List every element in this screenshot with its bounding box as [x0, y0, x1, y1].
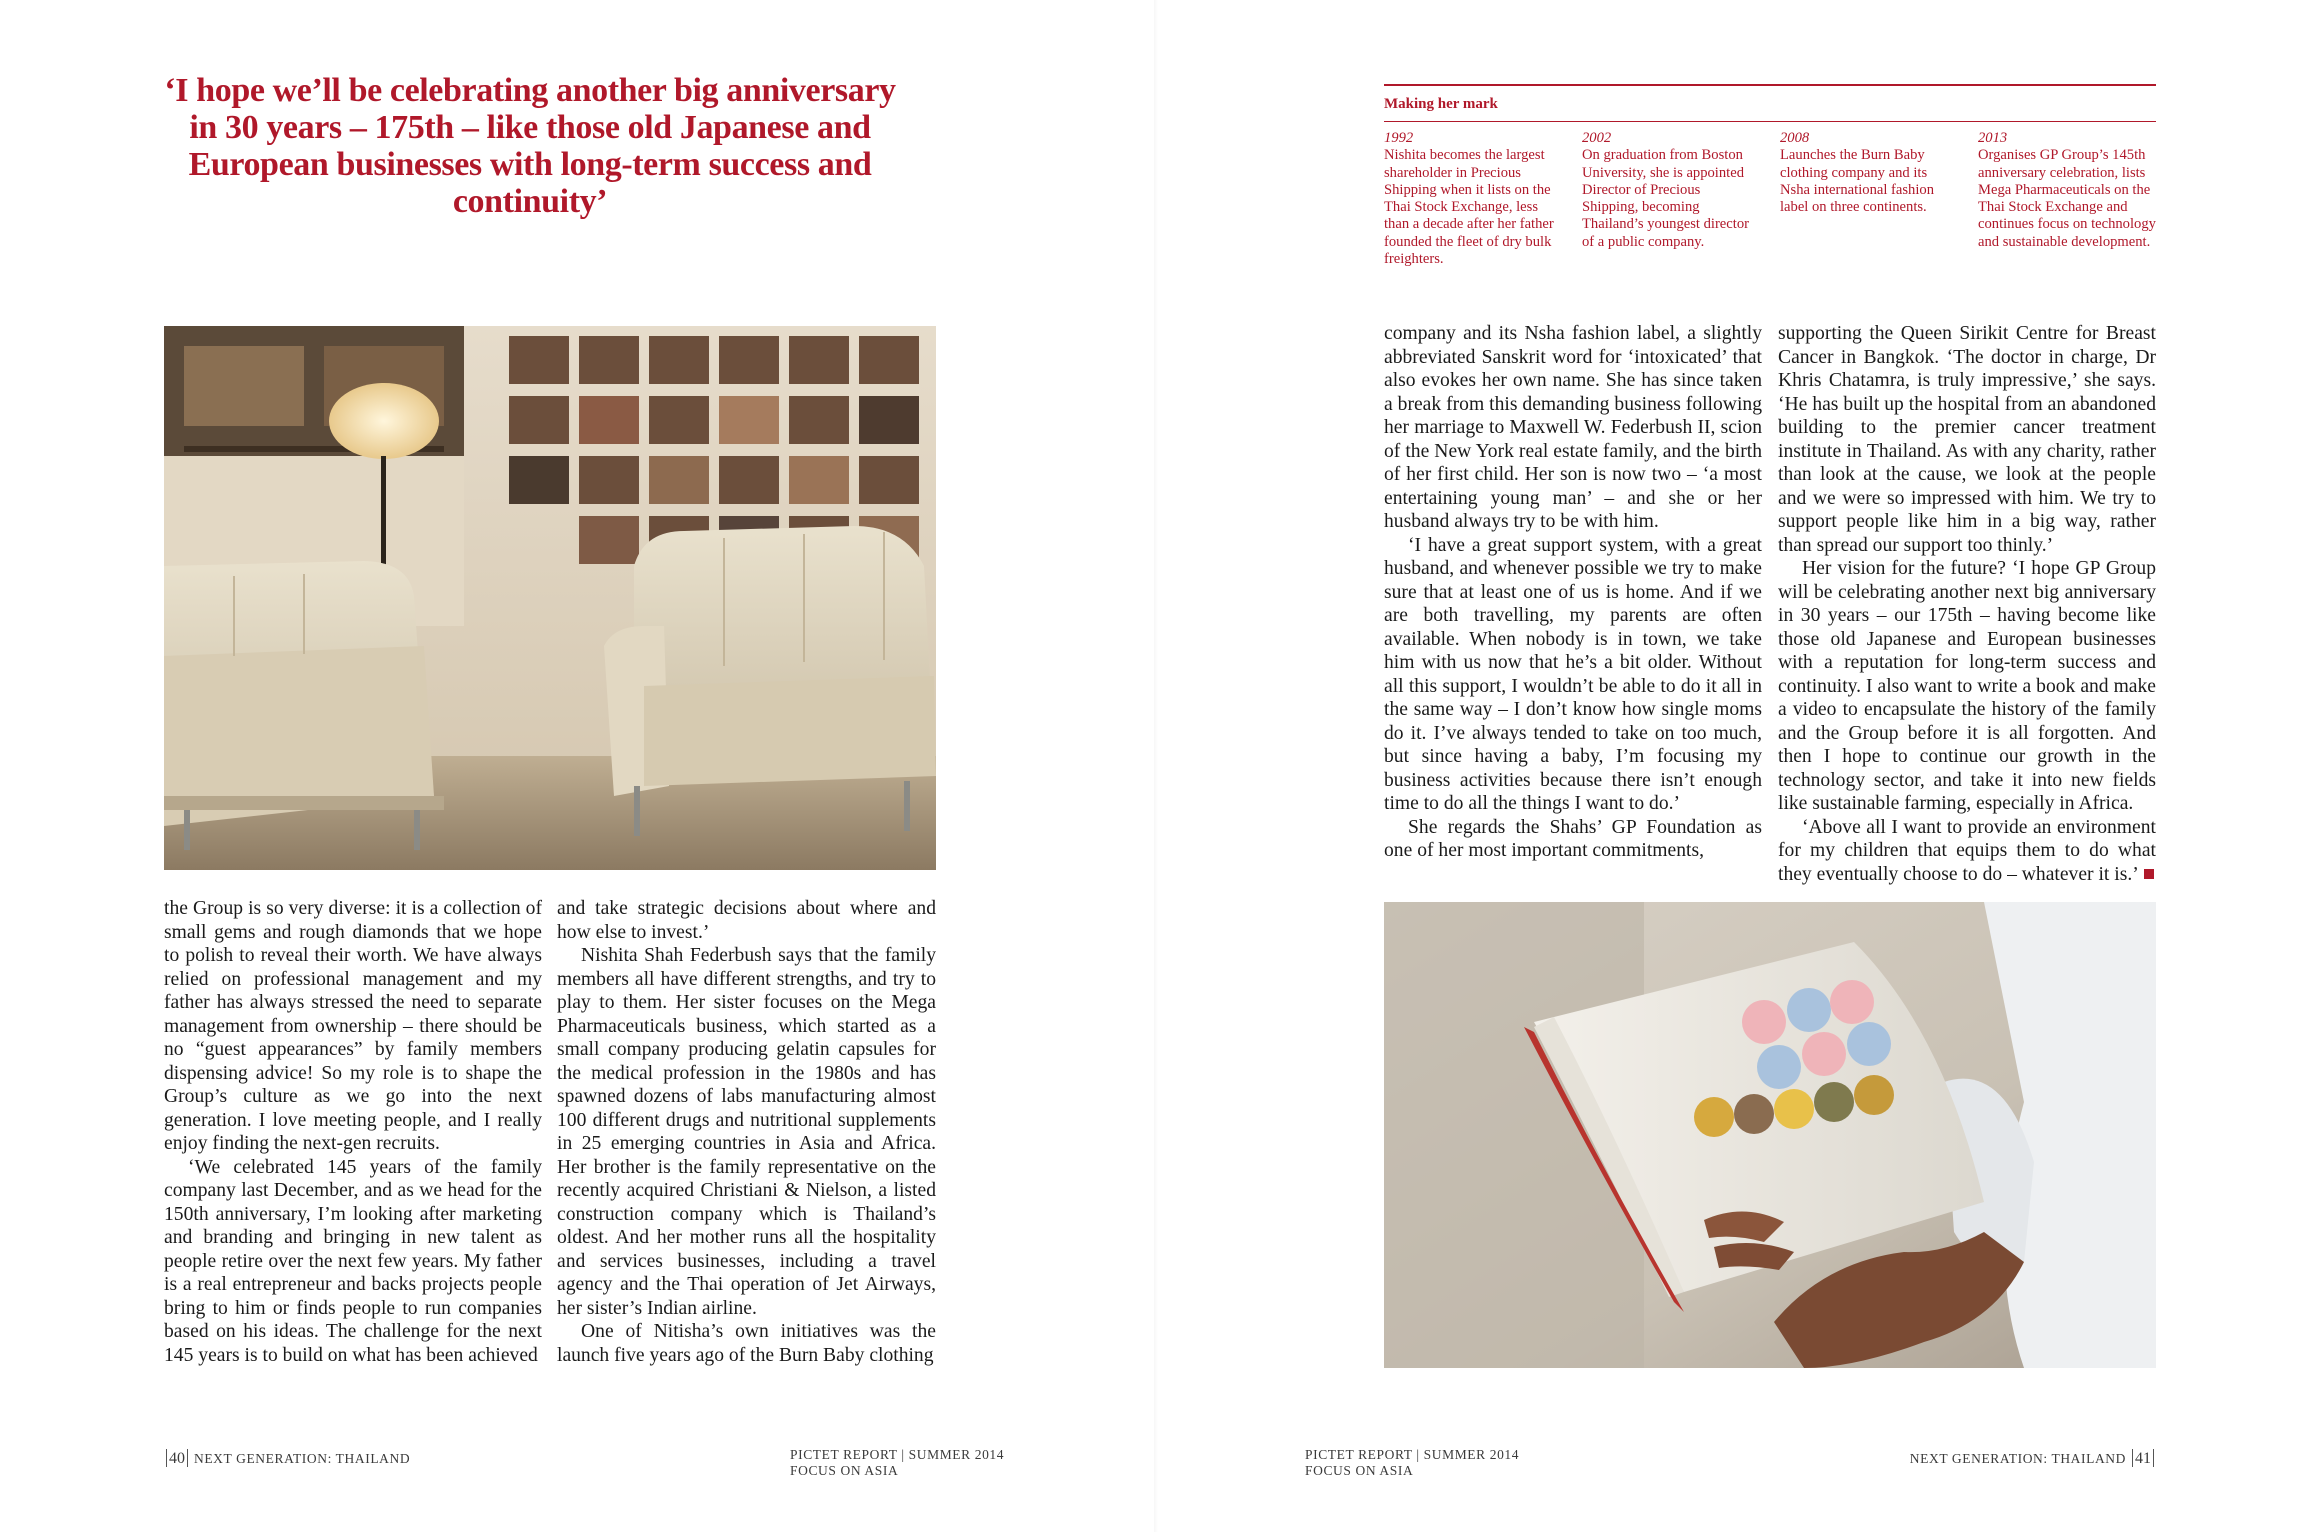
- timeline-year: 2013: [1978, 130, 2008, 146]
- paragraph: One of Nitisha’s own initiatives was the launch five years ago of the Burn Baby clothing: [557, 1321, 936, 1366]
- book-photo-illustration: [1384, 902, 2156, 1368]
- timeline-entry: [1582, 130, 1760, 251]
- article-column-3: [1384, 322, 1762, 863]
- article-column-1: [164, 897, 542, 1367]
- timeline-title: Making her mark: [1384, 96, 1498, 112]
- article-column-4: [1778, 322, 2156, 886]
- timeline-text: Launches the Burn Baby clothing company and its Nsha international fashion label on three continents.: [1780, 147, 1935, 216]
- timeline-text: Organises GP Group’s 145th anniversary celebration, lists Mega Pharmaceuticals on the Thai Stock Exchange and continues focus on technology and sustainable development.: [1978, 147, 2156, 250]
- paragraph: the Group is so very diverse: it is a collection of small gems and rough diamonds that we hope to polish to reveal their worth. We have always relied on professional management and my father has always stressed the need to separate management from ownership – there should be no “guest appearances” by family members dispensing advice! So my role is to shape the Group’s culture as we go into the next generation. I love meeting people, and I really enjoy finding the next-gen recruits.: [164, 898, 542, 1154]
- paragraph: supporting the Queen Sirikit Centre for Breast Cancer in Bangkok. ‘The doctor in charge, Dr Khris Chatamra, is truly impressive,’ she says. ‘He has built up the hospital from an abandoned building to the premier cancer treatment institute in Thailand. As with any charity, rather than look at the cause, we look at the people and we were so impressed with him. We try to support people like him in a big way, rather than spread our support too thinly.’: [1778, 323, 2156, 556]
- left-folio: [164, 1449, 410, 1468]
- lounge-photo-illustration: [164, 326, 936, 870]
- publication-title: PICTET REPORT | SUMMER 2014: [790, 1447, 1005, 1462]
- paragraph: [1778, 816, 2156, 887]
- book-photo: [1384, 902, 2156, 1368]
- timeline-entry: [1780, 130, 1958, 216]
- end-mark-icon: [2144, 869, 2154, 879]
- right-page-number: 41: [2135, 1450, 2151, 1467]
- left-section-label: NEXT GENERATION: THAILAND: [193, 1451, 411, 1466]
- gutter-shadow: [1154, 0, 1158, 1532]
- publication-subtitle: FOCUS ON ASIA: [1305, 1463, 1414, 1478]
- paragraph: ‘I have a great support system, with a great husband, and whenever possible we try to make sure that at least one of us is home. And if we are both travelling, my parents are often available. When nobody is in town, we take him with us now that he’s a bit older. Without all this support, I wouldn’t be able to do it all in the same way – I don’t know how single moms do it. I’ve always tended to take on too much, but since having a baby, I’m focusing my business activities because there isn’t enough time to do all the things I want to do.’: [1384, 534, 1762, 814]
- paragraph: company and its Nsha fashion label, a slightly abbreviated Sanskrit word for ‘intoxicated’ that also evokes her own name. She has since taken a break from this demanding business following her marriage to Maxwell W. Federbush II, scion of the New York real estate family, and the birth of her first child. Her son is now two – ‘a most entertaining young man’ – and she or her husband always try to be with him.: [1384, 323, 1762, 532]
- paragraph: Nishita Shah Federbush says that the family members all have different strengths, and try to play to them. Her sister focuses on the Mega Pharmaceuticals business, which started as a small company producing gelatin capsules for the medical profession in the 1980s and has spawned dozens of labs manufacturing almost 100 different drugs and nutritional supplements in 25 emerging countries in Asia and Africa. Her brother is the family representative on the recently acquired Christiani & Nielson, a listed construction company which is Thailand’s oldest. And her mother runs all the hospitality and services businesses, including a travel agency and the Thai operation of Jet Airways, her sister’s Indian airline.: [557, 945, 936, 1319]
- timeline-entries: [1384, 122, 2156, 268]
- left-publication-line: [790, 1447, 1004, 1479]
- timeline-year: 2008: [1780, 130, 1810, 146]
- right-publication-line: [1305, 1447, 1519, 1479]
- timeline-year: 2002: [1582, 130, 1612, 146]
- publication-title: PICTET REPORT | SUMMER 2014: [1305, 1447, 1520, 1462]
- timeline-entry: [1384, 130, 1562, 268]
- publication-subtitle: FOCUS ON ASIA: [790, 1463, 899, 1478]
- closing-quote: ‘Above all I want to provide an environment for my children that equips them to do what they eventually choose to do – whatever it is.’: [1778, 816, 2156, 885]
- article-column-2: [557, 897, 936, 1367]
- right-section-label: NEXT GENERATION: THAILAND: [1909, 1451, 2127, 1466]
- paragraph: Her vision for the future? ‘I hope GP Group will be celebrating another next big anniversary in 30 years – our 175th – having become like those old Japanese and European businesses with a reputation for long-term success and continuity. I also want to write a book and make a video to encapsulate the history of the family and the Group before it is all forgotten. And then I hope to continue our growth in the technology sector, and take it into new fields like sustainable farming, especially in Africa.: [1778, 558, 2156, 814]
- timeline-entry: [1978, 130, 2156, 251]
- left-page-number: 40: [169, 1450, 185, 1467]
- timeline-box: [1384, 84, 2156, 268]
- pull-quote: ‘I hope we’ll be celebrating another big anniversary in 30 years – 175th – like those old Japanese and European businesses with long-term success and continuity’: [164, 72, 896, 220]
- paragraph: and take strategic decisions about where and how else to invest.’: [557, 898, 936, 943]
- timeline-text: Nishita becomes the largest shareholder in Precious Shipping when it lists on the Thai Stock Exchange, less than a decade after her father founded the fleet of dry bulk freighters.: [1384, 147, 1554, 268]
- paragraph: ‘We celebrated 145 years of the family company last December, and as we head for the 150th anniversary, I’m looking after marketing and branding and bringing in new talent as people retire over the next few years. My father is a real entrepreneur and backs projects people bring to him or finds people to run companies based on his ideas. The challenge for the next 145 years is to build on what has been achieved: [164, 1156, 542, 1366]
- right-folio: [1910, 1449, 2156, 1468]
- timeline-text: On graduation from Boston University, she is appointed Director of Precious Shipping, becoming Thailand’s youngest director of a public company.: [1582, 147, 1749, 250]
- paragraph: She regards the Shahs’ GP Foundation as one of her most important commitments,: [1384, 816, 1762, 861]
- timeline-year: 1992: [1384, 130, 1414, 146]
- lounge-photo: [164, 326, 936, 870]
